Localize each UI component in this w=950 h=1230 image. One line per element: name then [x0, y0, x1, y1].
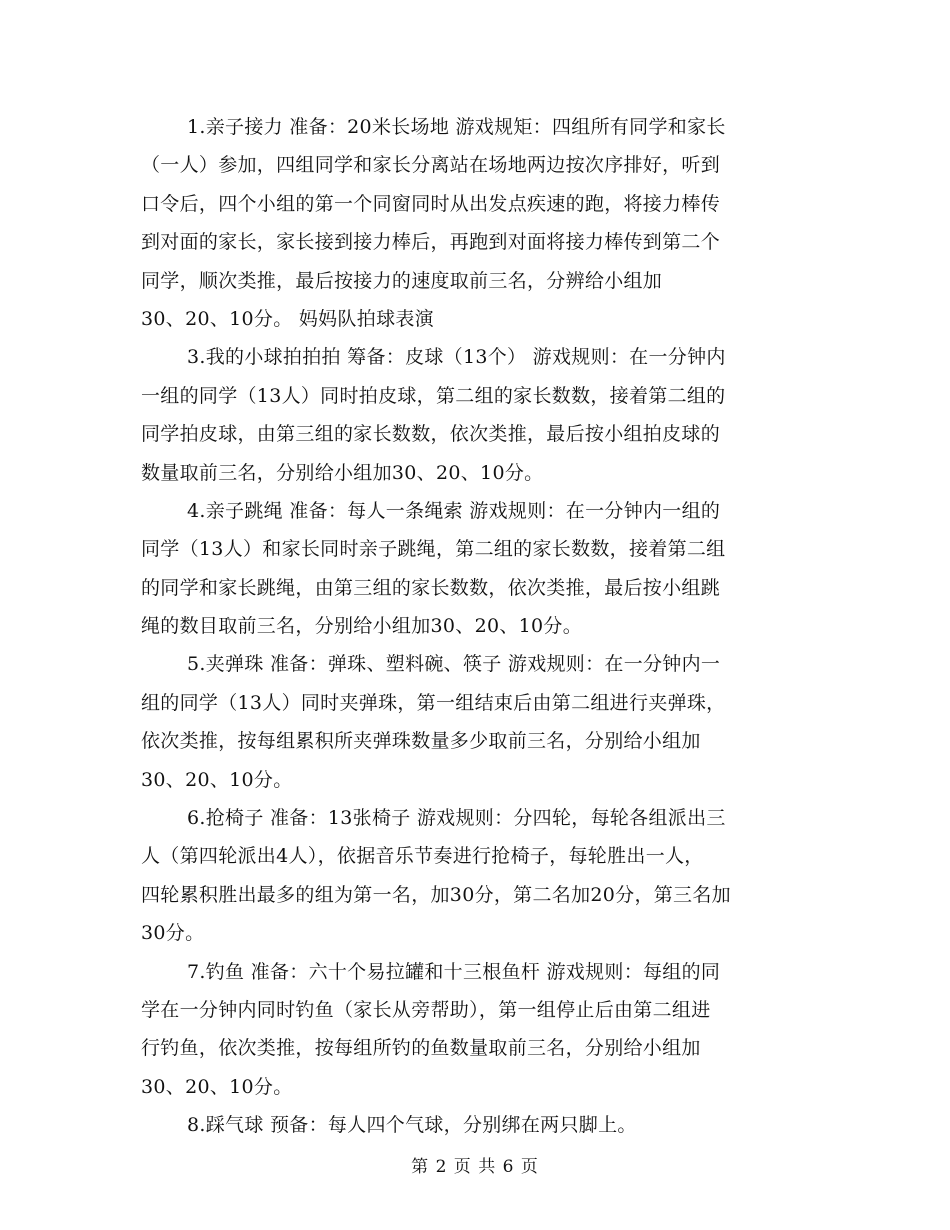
text-line: 行钓鱼，依次类推，按每组所钓的鱼数量取前三名，分别给小组加 [141, 1037, 701, 1060]
text-line: 一组的同学（13人）同时拍皮球，第二组的家长数数，接着第二组的 [141, 384, 726, 407]
text-line: 5.夹弹珠 准备：弹珠、塑料碗、筷子 游戏规则：在一分钟内一 [187, 653, 721, 676]
paragraph-musical-chairs [141, 799, 813, 953]
paragraph-ball-bounce [141, 338, 813, 492]
text-line: 1.亲子接力 准备：20米长场地 游戏规矩：四组所有同学和家长 [187, 116, 726, 138]
paragraph-relay [141, 108, 813, 338]
paragraph-jump-rope [141, 492, 813, 646]
text-line: 同学（13人）和家长同时亲子跳绳，第二组的家长数数，接着第二组 [141, 538, 726, 561]
text-line: 3.我的小球拍拍拍 筹备：皮球（13个） 游戏规则：在一分钟内 [187, 346, 726, 369]
paragraph-balloon-stomp [141, 1106, 813, 1144]
document-body [141, 108, 813, 1145]
text-line: 4.亲子跳绳 准备：每人一条绳索 游戏规则：在一分钟内一组的 [187, 499, 721, 522]
text-line: 数量取前三名，分别给小组加30、20、10分。 [141, 461, 544, 484]
paragraph-fishing [141, 953, 813, 1107]
text-line: 四轮累积胜出最多的组为第一名，加30分，第二名加20分，第三名加 [141, 883, 731, 906]
text-line: 组的同学（13人）同时夹弹珠，第一组结束后由第二组进行夹弹珠， [141, 691, 726, 714]
page-number-footer: 第 2 页 共 6 页 [411, 1157, 539, 1177]
text-line: 人（第四轮派出4人），依据音乐节奏进行抢椅子，每轮胜出一人， [141, 845, 704, 868]
text-line: 30分。 [141, 922, 205, 945]
text-line: 30、20、10分。 妈妈队拍球表演 [141, 307, 434, 330]
text-line: 6.抢椅子 准备：13张椅子 游戏规则：分四轮，每轮各组派出三 [187, 807, 726, 830]
text-line: 绳的数目取前三名，分别给小组加30、20、10分。 [141, 615, 583, 638]
text-line: 同学拍皮球，由第三组的家长数数，依次类推，最后按小组拍皮球的 [141, 423, 721, 446]
text-line: （一人）参加，四组同学和家长分离站在场地两边按次序排好，听到 [141, 154, 721, 177]
text-line: 7.钓鱼 准备：六十个易拉罐和十三根鱼杆 游戏规则：每组的同 [187, 960, 721, 983]
text-line: 学在一分钟内同时钓鱼（家长从旁帮助），第一组停止后由第二组进 [141, 998, 711, 1021]
text-line: 到对面的家长，家长接到接力棒后，再跑到对面将接力棒传到第二个 [141, 231, 721, 254]
text-line: 8.踩气球 预备：每人四个气球，分别绑在两只脚上。 [187, 1114, 637, 1137]
text-line: 30、20、10分。 [141, 1075, 293, 1098]
paragraph-marbles [141, 645, 813, 799]
text-line: 口令后，四个小组的第一个同窗同时从出发点疾速的跑，将接力棒传 [141, 192, 721, 215]
text-line: 同学，顺次类推，最后按接力的速度取前三名，分辨给小组加 [141, 269, 663, 292]
text-line: 30、20、10分。 [141, 768, 293, 791]
text-line: 的同学和家长跳绳，由第三组的家长数数，依次类推，最后按小组跳 [141, 576, 721, 599]
text-line: 依次类推，按每组累积所夹弹珠数量多少取前三名，分别给小组加 [141, 730, 701, 753]
